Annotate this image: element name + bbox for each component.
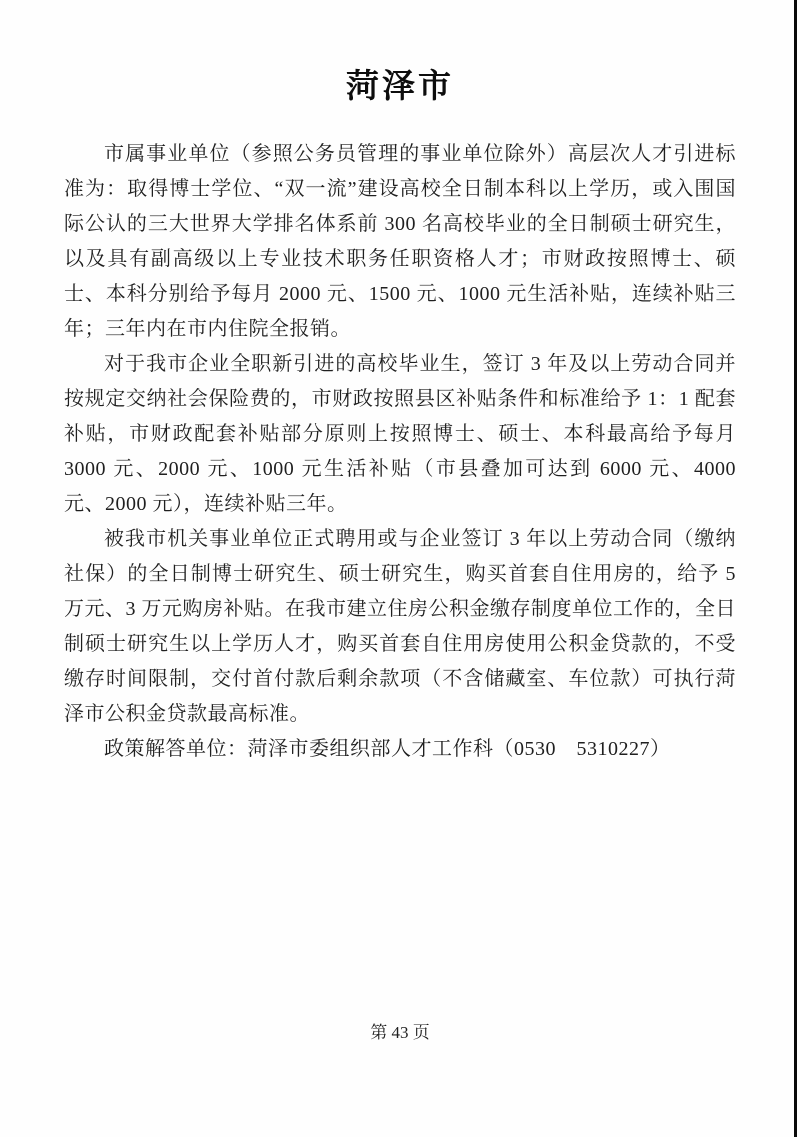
document-title: 菏泽市	[346, 69, 454, 105]
document-content	[64, 60, 736, 767]
scan-edge-line	[794, 0, 797, 1137]
body-paragraph-policy-contact: 政策解答单位：菏泽市委组织部人才工作科（0530 5310227）	[104, 738, 671, 760]
body-paragraph-3: 被我市机关事业单位正式聘用或与企业签订 3 年以上劳动合同（缴纳社保）的全日制博士研究生、硕士研究生，购买首套自住用房的，给予 5 万元、3 万元购房补贴。在我市建立住房公积金缴存制度单位工作的，全日制硕士研究生以上学历人才，购买首套自住用房使用公积金贷款的，不受缴存时间限制，交付首付款后剩余款项（不含储藏室、车位款）可执行菏泽市公积金贷款最高标准。	[64, 528, 736, 725]
page-number: 第 43 页	[370, 1023, 430, 1042]
body-paragraph-1: 市属事业单位（参照公务员管理的事业单位除外）高层次人才引进标准为：取得博士学位、“双一流”建设高校全日制本科以上学历，或入围国际公认的三大世界大学排名体系前 300 名高校毕业的全日制硕士研究生，以及具有副高级以上专业技术职务任职资格人才；市财政按照博士、硕士、本科分别给予每月 2000 元、1500 元、1000 元生活补贴，连续补贴三年；三年内在市内住院全报销。	[64, 143, 736, 340]
page-footer	[0, 1018, 800, 1043]
body-paragraph-2: 对于我市企业全职新引进的高校毕业生，签订 3 年及以上劳动合同并按规定交纳社会保险费的，市财政按照县区补贴条件和标准给予 1：1 配套补贴，市财政配套补贴部分原则上按照博士、硕士、本科最高给予每月 3000 元、2000 元、1000 元生活补贴（市县叠加可达到 6000 元、4000 元、2000 元），连续补贴三年。	[64, 353, 736, 515]
